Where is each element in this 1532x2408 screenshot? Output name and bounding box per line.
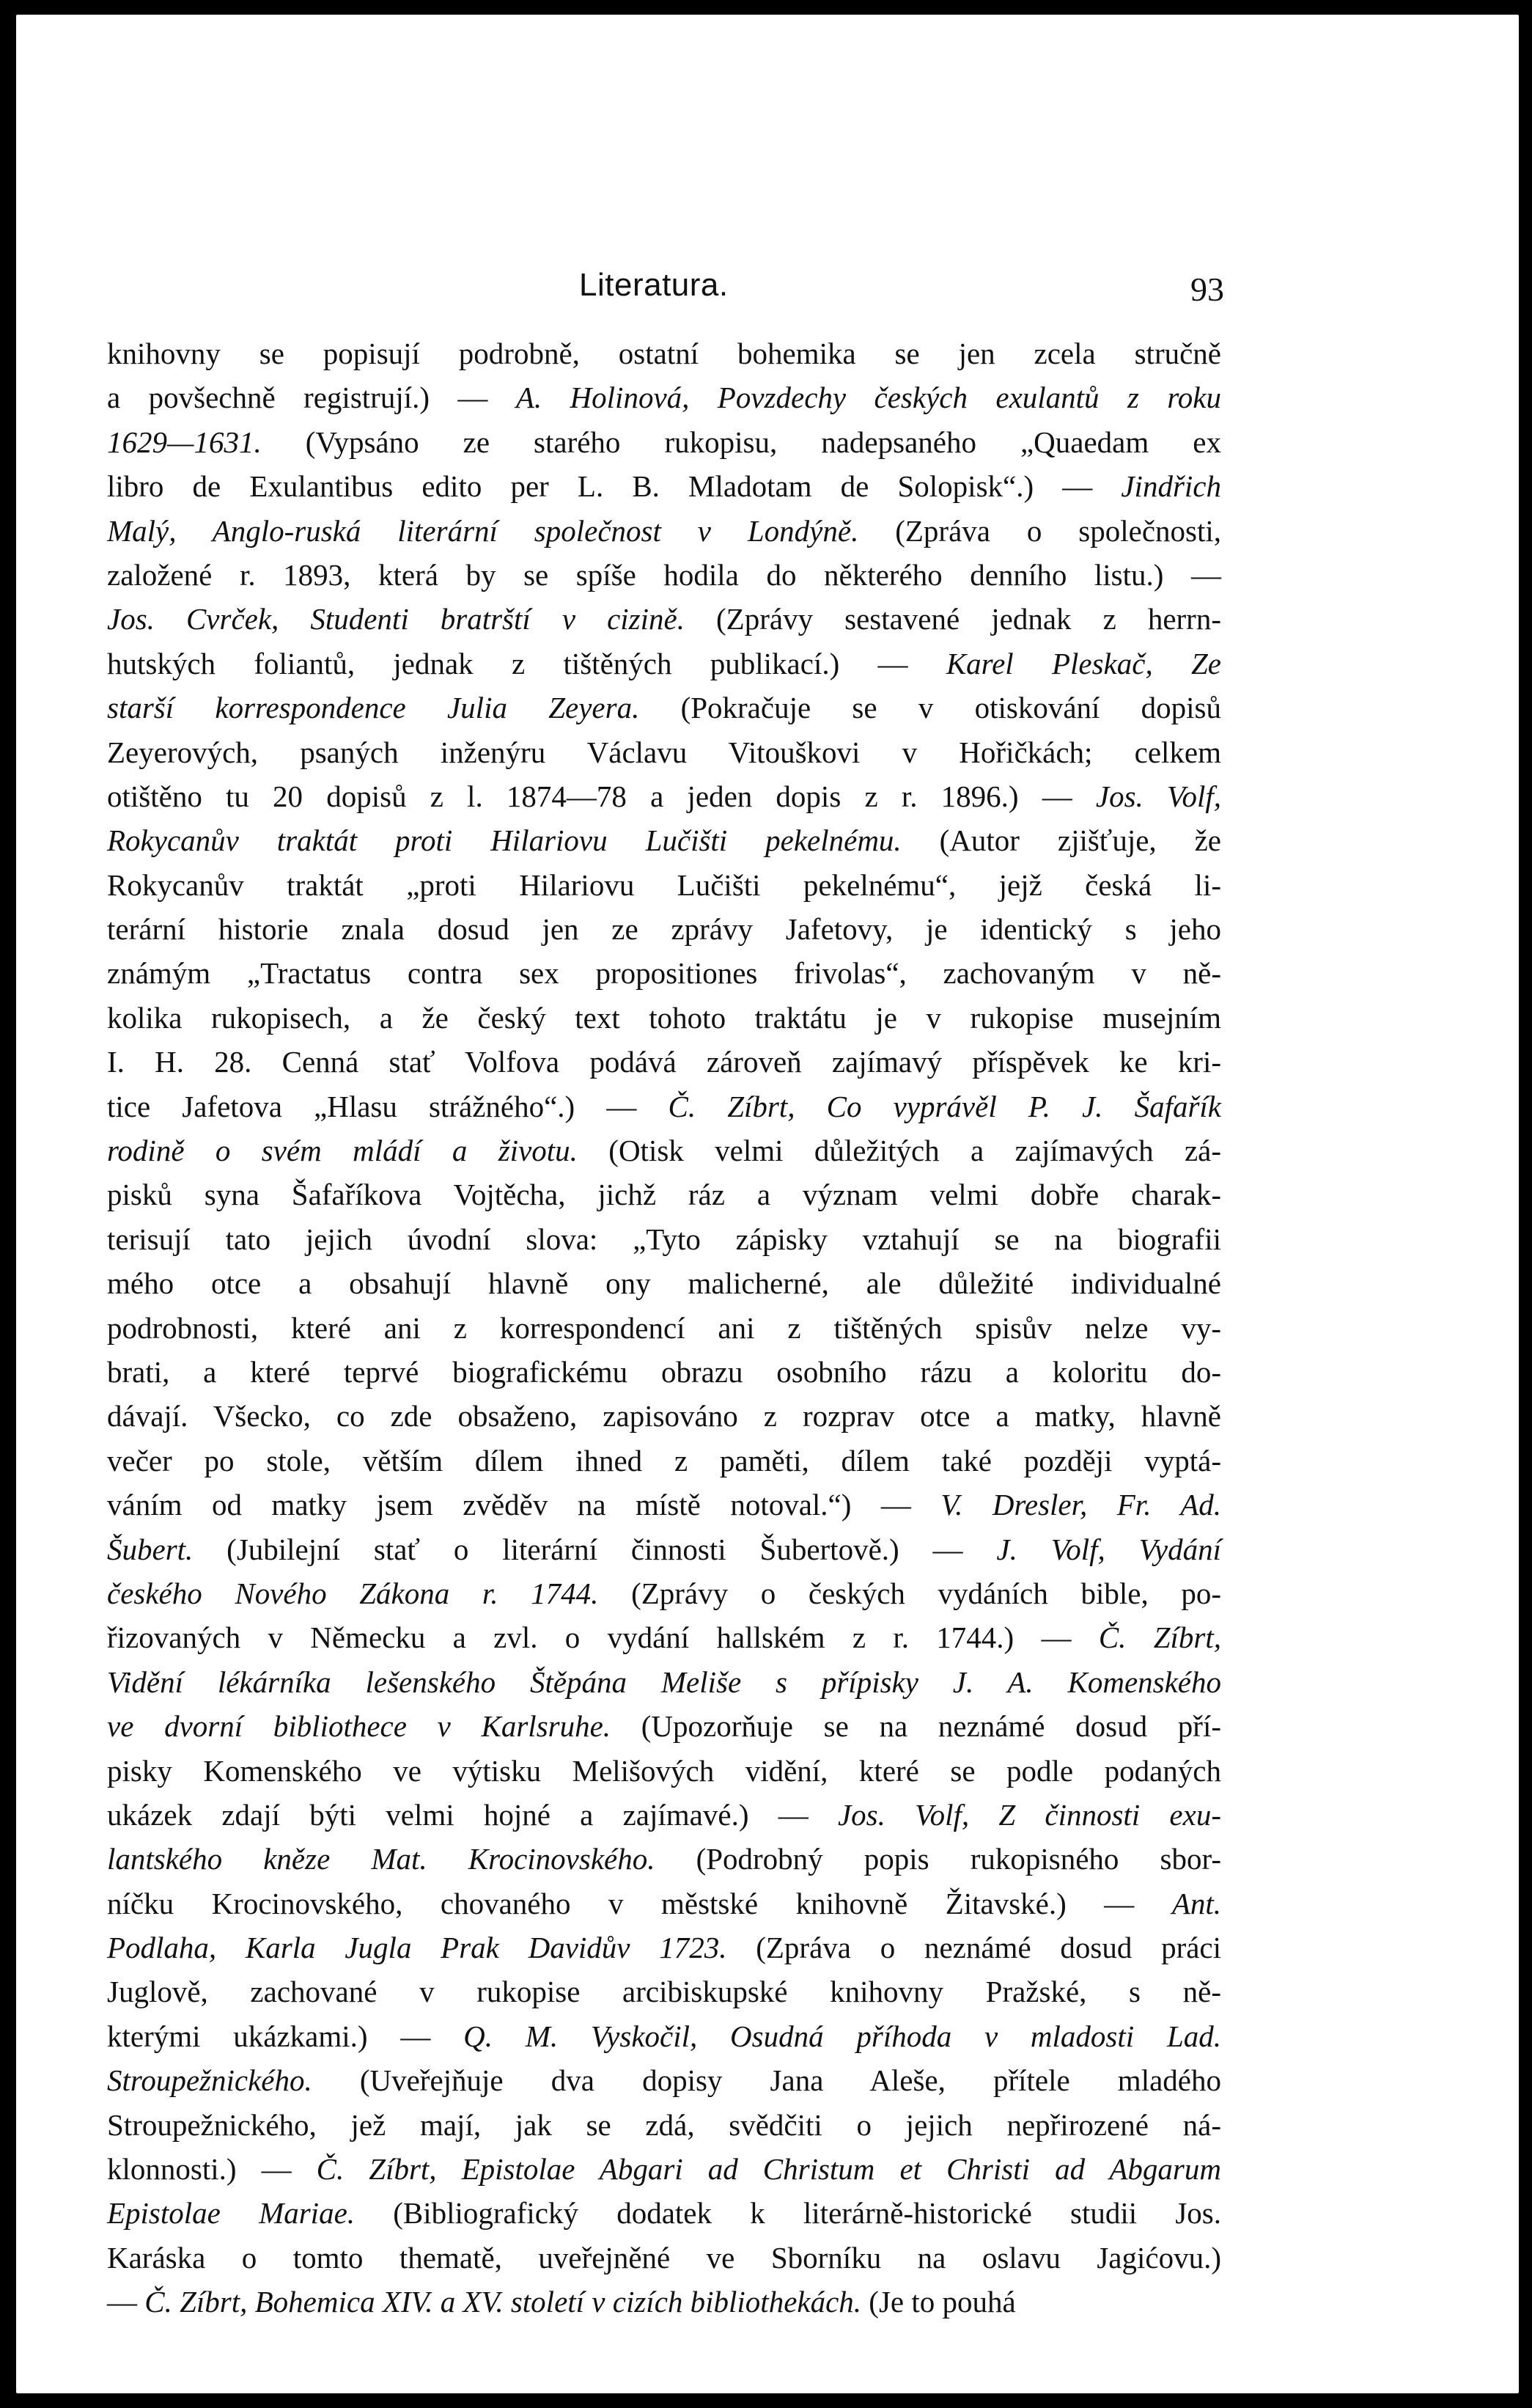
- text-segment: dávají. Všecko, co zde obsaženo, zapisováno z rozprav otce a matky, hlavně: [107, 1399, 1221, 1434]
- italic-citation: Karel Pleskač, Ze: [946, 646, 1221, 680]
- text-line: [107, 951, 1221, 995]
- text-line: [107, 686, 1221, 730]
- text-segment: klonnosti.) —: [107, 2152, 317, 2187]
- text-line: [107, 597, 1221, 641]
- text-line: [107, 1615, 1221, 1659]
- text-line: [107, 2014, 1221, 2058]
- italic-citation: starší korrespondence Julia Zeyera.: [107, 691, 640, 725]
- page-number: 93: [1190, 271, 1224, 308]
- text-segment: libro de Exulantibus edito per L. B. Mladotam de Solopisk“.) —: [107, 469, 1122, 504]
- italic-citation: Jindřich: [1121, 469, 1221, 504]
- italic-citation: Epistolae Mariae.: [107, 2196, 356, 2231]
- text-line: [107, 730, 1221, 774]
- text-segment: pisků syna Šafaříkova Vojtěcha, jichž ráz a význam velmi dobře charak-: [107, 1178, 1221, 1212]
- text-segment: knihovny se popisují podrobně, ostatní bohemika se jen zcela stručně: [107, 337, 1221, 370]
- italic-citation: Ant.: [1171, 1886, 1221, 1920]
- text-line: [107, 1837, 1221, 1881]
- italic-citation: českého Nového Zákona r. 1744.: [107, 1576, 599, 1610]
- text-line: [107, 1128, 1221, 1172]
- text-line: [107, 1571, 1221, 1615]
- text-segment: Zeyerových, psaných inženýru Václavu Vitouškovi v Hořičkách; celkem: [107, 735, 1221, 769]
- italic-citation: Jos. Cvrček, Studenti bratrští v cizině.: [107, 602, 685, 636]
- text-line: [107, 1040, 1221, 1084]
- text-line: [107, 1172, 1221, 1216]
- text-segment: níčku Krocinovského, chovaného v městské knihovně Žitavské.) —: [107, 1886, 1172, 1920]
- text-line: [107, 2058, 1221, 2102]
- text-line: [107, 509, 1221, 553]
- text-segment: (Bibliografický dodatek k literárně-historické studii Jos.: [355, 2196, 1221, 2231]
- text-segment: (Zprávy o českých vydáních bible, po-: [598, 1576, 1221, 1610]
- text-line: [107, 642, 1221, 686]
- text-segment: (Jubilejní stať o literární činnosti Šubertově.) —: [193, 1532, 997, 1566]
- text-line: [107, 2191, 1221, 2235]
- text-line: [107, 1926, 1221, 1970]
- text-segment: Stroupežnického, jež mají, jak se zdá, svědčiti o jejich nepřirozené ná-: [107, 2107, 1221, 2142]
- text-line: [107, 375, 1221, 419]
- text-segment: I. H. 28. Cenná stať Volfova podává zároveň zajímavý příspěvek ke kri-: [107, 1045, 1221, 1079]
- text-line: [107, 464, 1221, 508]
- text-line: [107, 1970, 1221, 2014]
- text-segment: založené r. 1893, která by se spíše hodila do některého denního listu.) —: [107, 557, 1221, 592]
- text-line: [107, 1749, 1221, 1793]
- text-segment: brati, a které teprvé biografickému obrazu osobního rázu a koloritu do-: [107, 1354, 1221, 1389]
- text-line: [107, 1350, 1221, 1394]
- text-line: [107, 2147, 1221, 2191]
- text-line: [107, 1660, 1221, 1704]
- italic-citation: Podlaha, Karla Jugla Prak Davidův 1723.: [107, 1931, 727, 1965]
- text-segment: (Je to pouhá: [861, 2285, 1016, 2319]
- text-line: [107, 1306, 1221, 1350]
- text-segment: otištěno tu 20 dopisů z l. 1874—78 a jeden dopis z r. 1896.) —: [107, 779, 1096, 813]
- text-line: [107, 1527, 1221, 1571]
- text-line: [107, 2280, 1221, 2324]
- text-segment: Karáska o tomto thematě, uveřejněné ve Sborníku na oslavu Jagićovu.): [107, 2240, 1221, 2275]
- italic-citation: 1629—1631.: [107, 425, 262, 459]
- italic-citation: Č. Zíbrt, Bohemica XIV. a XV. století v cizích bibliothekách.: [144, 2285, 862, 2319]
- text-segment: (Uveřejňuje dva dopisy Jana Aleše, přítele mladého: [312, 2063, 1221, 2098]
- text-segment: kterými ukázkami.) —: [107, 2019, 464, 2053]
- italic-citation: Malý, Anglo-ruská literární společnost v Londýně.: [107, 513, 859, 548]
- text-segment: (Zprávy sestavené jednak z herrn-: [684, 602, 1221, 636]
- text-line: [107, 1217, 1221, 1261]
- text-segment: terisují tato jejich úvodní slova: „Tyto zápisky vztahují se na biografii: [107, 1222, 1221, 1256]
- italic-citation: rodině o svém mládí a životu.: [107, 1134, 578, 1168]
- text-line: [107, 818, 1221, 862]
- text-line: [107, 1793, 1221, 1837]
- text-segment: terární historie znala dosud jen ze zprávy Jafetovy, je identický s jeho: [107, 912, 1221, 947]
- text-line: [107, 1882, 1221, 1926]
- italic-citation: Q. M. Vyskočil, Osudná příhoda v mladosti Lad.: [463, 2019, 1221, 2053]
- text-segment: a povšechně registrují.) —: [107, 381, 516, 415]
- italic-citation: Šubert.: [107, 1532, 194, 1566]
- text-line: [107, 907, 1221, 951]
- text-segment: mého otce a obsahují hlavně ony malicherné, ale důležité individualné: [107, 1266, 1221, 1301]
- text-segment: (Podrobný popis rukopisného sbor-: [655, 1842, 1221, 1876]
- text-line: [107, 1261, 1221, 1305]
- italic-citation: Jos. Volf, Z činnosti exu-: [837, 1797, 1221, 1832]
- text-line: [107, 1704, 1221, 1748]
- text-segment: večer po stole, větším dílem ihned z paměti, dílem také později vyptá-: [107, 1443, 1221, 1478]
- italic-citation: Vidění lékárníka lešenského Štěpána Meliše s přípisky J. A. Komenského: [107, 1664, 1221, 1699]
- text-line: [107, 1439, 1221, 1483]
- text-segment: řizovaných v Německu a zvl. o vydání hallském z r. 1744.) —: [107, 1620, 1099, 1655]
- italic-citation: J. Volf, Vydání: [996, 1532, 1221, 1566]
- text-line: [107, 863, 1221, 907]
- text-segment: ukázek zdají býti velmi hojné a zajímavé.) —: [107, 1797, 838, 1832]
- italic-citation: A. Holinová, Povzdechy českých exulantů z roku: [515, 381, 1221, 415]
- text-segment: známým „Tractatus contra sex propositiones frivolas“, zachovaným v ně-: [107, 956, 1221, 991]
- text-segment: váním od matky jsem zvěděv na místě notoval.“) —: [107, 1488, 941, 1522]
- italic-citation: Č. Zíbrt,: [1098, 1620, 1222, 1655]
- italic-citation: Stroupežnického.: [107, 2063, 312, 2098]
- text-line: [107, 2103, 1221, 2147]
- text-segment: hutských foliantů, jednak z tištěných publikací.) —: [107, 646, 946, 680]
- text-segment: tice Jafetova „Hlasu strážného“.) —: [107, 1089, 669, 1123]
- text-line: [107, 996, 1221, 1040]
- text-line: [107, 1483, 1221, 1527]
- text-segment: Rokycanův traktát „proti Hilariovu Lučišti pekelnému“, jejž česká li-: [107, 867, 1221, 902]
- text-segment: (Zpráva o společnosti,: [858, 513, 1222, 548]
- italic-citation: lantského kněze Mat. Krocinovského.: [107, 1842, 655, 1876]
- text-segment: Juglově, zachované v rukopise arcibiskupské knihovny Pražské, s ně-: [107, 1975, 1221, 2009]
- text-segment: (Pokračuje se v otiskování dopisů: [639, 691, 1221, 725]
- text-line: [107, 553, 1221, 597]
- running-title: Literatura.: [579, 267, 729, 303]
- text-segment: (Otisk velmi důležitých a zajímavých zá-: [577, 1134, 1221, 1168]
- text-segment: kolika rukopisech, a že český text tohoto traktátu je v rukopise musejním: [107, 1000, 1221, 1035]
- text-line: [107, 331, 1221, 375]
- text-segment: (Zpráva o neznámé dosud práci: [726, 1931, 1222, 1965]
- italic-citation: ve dvorní bibliothece v Karlsruhe.: [107, 1709, 611, 1744]
- text-line: [107, 420, 1221, 464]
- italic-citation: V. Dresler, Fr. Ad.: [940, 1488, 1221, 1522]
- body-text: [107, 331, 1221, 2324]
- book-page: [16, 15, 1519, 2393]
- text-segment: —: [107, 2285, 145, 2319]
- italic-citation: Rokycanův traktát proti Hilariovu Lučišti pekelnému.: [107, 823, 902, 858]
- text-line: [107, 2236, 1221, 2280]
- text-segment: (Upozorňuje se na neznámé dosud pří-: [611, 1709, 1222, 1744]
- text-segment: (Autor zjišťuje, že: [901, 823, 1221, 858]
- italic-citation: Č. Zíbrt, Co vyprávěl P. J. Šafařík: [668, 1089, 1221, 1123]
- text-line: [107, 1084, 1221, 1128]
- text-segment: podrobnosti, které ani z korrespondencí ani z tištěných spisův nelze vy-: [107, 1310, 1221, 1345]
- italic-citation: Č. Zíbrt, Epistolae Abgari ad Christum et Christi ad Abgarum: [316, 2152, 1221, 2187]
- text-line: [107, 774, 1221, 818]
- text-segment: pisky Komenského ve výtisku Melišových vidění, které se podle podaných: [107, 1753, 1221, 1788]
- text-line: [107, 1394, 1221, 1438]
- page-header: [579, 263, 1224, 321]
- italic-citation: Jos. Volf,: [1095, 779, 1221, 813]
- text-segment: (Vypsáno ze starého rukopisu, nadepsaného „Quaedam ex: [261, 425, 1221, 459]
